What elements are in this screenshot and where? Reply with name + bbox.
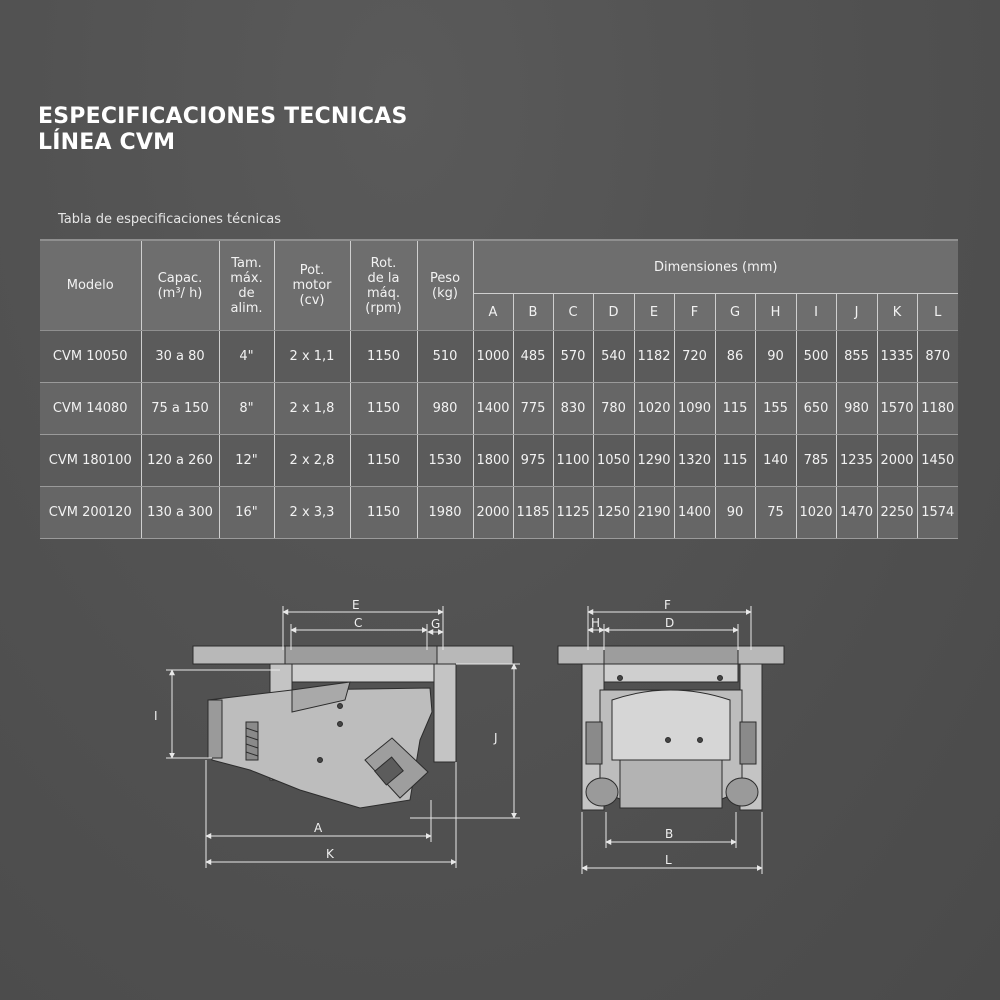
table-body	[40, 331, 958, 539]
label-g: G	[431, 617, 441, 631]
header-potencia-motor: Pot. motor (cv)	[274, 240, 350, 331]
header-dim-b: B	[513, 294, 553, 331]
header-dim-k: K	[877, 294, 917, 331]
cell-potencia: 2 x 1,8	[274, 383, 350, 435]
header-dim-f: F	[674, 294, 715, 331]
cell-dim-d: 540	[593, 331, 634, 383]
cell-dim-g: 86	[715, 331, 755, 383]
label-d: D	[665, 616, 675, 630]
label-f: F	[664, 598, 671, 612]
specs-table	[40, 239, 958, 539]
header-peso: Peso (kg)	[417, 240, 473, 331]
cell-dim-f: 720	[674, 331, 715, 383]
cell-dim-g: 115	[715, 383, 755, 435]
header-tamano-alimentacion: Tam. máx. de alim.	[219, 240, 274, 331]
cell-dim-b: 775	[513, 383, 553, 435]
cell-dim-f: 1320	[674, 435, 715, 487]
cell-dim-g: 90	[715, 487, 755, 539]
cell-dim-d: 1250	[593, 487, 634, 539]
title-line-1: ESPECIFICACIONES TECNICAS	[38, 104, 408, 129]
cell-rotacion: 1150	[350, 435, 417, 487]
cell-dim-c: 570	[553, 331, 593, 383]
cell-dim-i: 500	[796, 331, 836, 383]
cell-peso: 980	[417, 383, 473, 435]
side-springs	[246, 722, 258, 760]
cell-dim-g: 115	[715, 435, 755, 487]
cell-dim-i: 785	[796, 435, 836, 487]
cell-dim-b: 485	[513, 331, 553, 383]
cell-potencia: 2 x 2,8	[274, 435, 350, 487]
header-dim-d: D	[593, 294, 634, 331]
cell-dim-l: 1574	[917, 487, 958, 539]
header-dim-a: A	[473, 294, 513, 331]
cell-dim-f: 1090	[674, 383, 715, 435]
cell-dim-e: 1182	[634, 331, 674, 383]
label-h: H	[591, 616, 601, 630]
cell-modelo: CVM 180100	[40, 435, 141, 487]
cell-dim-l: 1180	[917, 383, 958, 435]
cell-tamano: 12"	[219, 435, 274, 487]
cell-dim-d: 1050	[593, 435, 634, 487]
cell-dim-c: 1100	[553, 435, 593, 487]
cell-peso: 1980	[417, 487, 473, 539]
page-title	[38, 104, 408, 156]
cell-rotacion: 1150	[350, 331, 417, 383]
label-b: B	[665, 827, 674, 841]
cell-dim-k: 1335	[877, 331, 917, 383]
cell-dim-j: 980	[836, 383, 877, 435]
cell-capacidad: 75 a 150	[141, 383, 219, 435]
technical-drawings	[0, 590, 1000, 890]
cell-dim-a: 1000	[473, 331, 513, 383]
cell-tamano: 16"	[219, 487, 274, 539]
cell-peso: 510	[417, 331, 473, 383]
cell-dim-a: 1400	[473, 383, 513, 435]
title-line-2: LÍNEA CVM	[38, 130, 176, 155]
cell-dim-j: 1235	[836, 435, 877, 487]
header-dim-j: J	[836, 294, 877, 331]
table-row	[40, 435, 958, 487]
cell-potencia: 2 x 1,1	[274, 331, 350, 383]
label-j: J	[494, 731, 498, 745]
cell-dim-i: 650	[796, 383, 836, 435]
header-rotacion: Rot. de la máq. (rpm)	[350, 240, 417, 331]
table-row	[40, 487, 958, 539]
table-row	[40, 383, 958, 435]
cell-modelo: CVM 200120	[40, 487, 141, 539]
cell-dim-b: 975	[513, 435, 553, 487]
cell-dim-h: 75	[755, 487, 796, 539]
cell-dim-k: 2000	[877, 435, 917, 487]
cell-dim-l: 870	[917, 331, 958, 383]
label-i: I	[154, 709, 158, 723]
cell-dim-e: 1020	[634, 383, 674, 435]
side-support-right	[434, 664, 456, 762]
header-dimensiones: Dimensiones (mm)	[473, 240, 958, 294]
cell-tamano: 4"	[219, 331, 274, 383]
header-dim-c: C	[553, 294, 593, 331]
cell-dim-k: 1570	[877, 383, 917, 435]
cell-dim-f: 1400	[674, 487, 715, 539]
cell-dim-a: 1800	[473, 435, 513, 487]
cell-dim-e: 2190	[634, 487, 674, 539]
cell-modelo: CVM 14080	[40, 383, 141, 435]
cell-tamano: 8"	[219, 383, 274, 435]
cell-dim-a: 2000	[473, 487, 513, 539]
cell-dim-i: 1020	[796, 487, 836, 539]
table-caption: Tabla de especificaciones técnicas	[58, 212, 282, 227]
cell-dim-e: 1290	[634, 435, 674, 487]
label-a: A	[314, 821, 323, 835]
cell-dim-h: 140	[755, 435, 796, 487]
cell-dim-j: 1470	[836, 487, 877, 539]
table-header	[40, 240, 958, 331]
cell-dim-c: 1125	[553, 487, 593, 539]
table-row	[40, 331, 958, 383]
cell-rotacion: 1150	[350, 487, 417, 539]
label-k: K	[326, 847, 334, 861]
header-dim-l: L	[917, 294, 958, 331]
cell-dim-d: 780	[593, 383, 634, 435]
cell-rotacion: 1150	[350, 383, 417, 435]
label-c: C	[354, 616, 363, 630]
header-dim-g: G	[715, 294, 755, 331]
cell-dim-c: 830	[553, 383, 593, 435]
cell-capacidad: 120 a 260	[141, 435, 219, 487]
side-chute	[283, 664, 437, 682]
cell-capacidad: 130 a 300	[141, 487, 219, 539]
header-capacidad: Capac. (m³/ h)	[141, 240, 219, 331]
label-e: E	[352, 598, 360, 612]
header-dim-h: H	[755, 294, 796, 331]
cell-capacidad: 30 a 80	[141, 331, 219, 383]
header-dim-e: E	[634, 294, 674, 331]
cell-dim-j: 855	[836, 331, 877, 383]
cell-modelo: CVM 10050	[40, 331, 141, 383]
header-modelo: Modelo	[40, 240, 141, 331]
header-dim-i: I	[796, 294, 836, 331]
cell-peso: 1530	[417, 435, 473, 487]
front-view-drawing	[558, 646, 784, 810]
cell-dim-h: 90	[755, 331, 796, 383]
cell-dim-h: 155	[755, 383, 796, 435]
cell-dim-l: 1450	[917, 435, 958, 487]
cell-potencia: 2 x 3,3	[274, 487, 350, 539]
cell-dim-k: 2250	[877, 487, 917, 539]
cell-dim-b: 1185	[513, 487, 553, 539]
label-l: L	[665, 853, 672, 867]
